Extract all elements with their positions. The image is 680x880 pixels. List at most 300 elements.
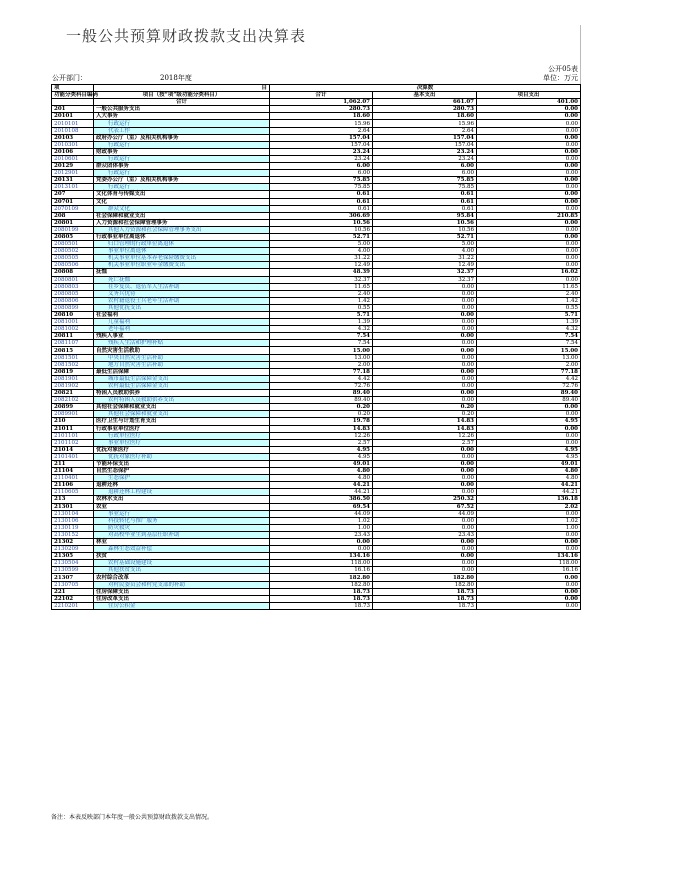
row-code: 21011 xyxy=(52,425,94,432)
row-basic: 0.00 xyxy=(373,347,477,354)
row-code: 2101102 xyxy=(52,439,94,446)
row-project: 0.00 xyxy=(477,241,581,248)
row-code: 21301 xyxy=(52,503,94,510)
row-code: 21104 xyxy=(52,468,94,475)
row-basic: 0.00 xyxy=(373,460,477,467)
row-project: 0.00 xyxy=(477,191,581,198)
row-basic: 23.24 xyxy=(373,148,477,155)
table-row xyxy=(52,602,581,609)
row-project: 401.00 xyxy=(477,99,581,106)
row-basic: 0.00 xyxy=(373,482,477,489)
row-project: 4.80 xyxy=(477,468,581,475)
row-total: 31.22 xyxy=(270,255,373,262)
header-name: 项目（按“项”级功能分类科目） xyxy=(94,92,270,99)
table-row xyxy=(52,99,581,106)
row-project: 0.00 xyxy=(477,120,581,127)
row-project: 89.40 xyxy=(477,390,581,397)
row-total: 1.02 xyxy=(270,517,373,524)
row-basic: 661.07 xyxy=(373,99,477,106)
row-code: 2130599 xyxy=(52,567,94,574)
row-project: 0.00 xyxy=(477,432,581,439)
row-code: 2070109 xyxy=(52,205,94,212)
table-row xyxy=(52,581,581,588)
row-basic: 0.00 xyxy=(373,382,477,389)
row-name: 对高校毕业生到基层任职补助 xyxy=(94,531,270,538)
row-basic: 0.00 xyxy=(373,390,477,397)
row-code: 208 xyxy=(52,212,94,219)
row-name: 代表工作 xyxy=(94,127,270,134)
row-project: 0.00 xyxy=(477,439,581,446)
row-total: 4.80 xyxy=(270,475,373,482)
header-final: 决算数 xyxy=(270,85,581,92)
row-project: 136.18 xyxy=(477,496,581,503)
row-total: 182.80 xyxy=(270,574,373,581)
row-name: 住房改革支出 xyxy=(94,595,270,602)
row-project: 44.21 xyxy=(477,489,581,496)
row-code: 20701 xyxy=(52,198,94,205)
row-name: 退耕还林 xyxy=(94,482,270,489)
row-project: 134.16 xyxy=(477,553,581,560)
row-total: 4.95 xyxy=(270,446,373,453)
row-name: 其他扶贫支出 xyxy=(94,567,270,574)
row-name: 义务兵优待 xyxy=(94,290,270,297)
row-basic: 0.61 xyxy=(373,191,477,198)
row-total: 1.00 xyxy=(270,524,373,531)
row-code: 2080501 xyxy=(52,241,94,248)
row-total: 75.85 xyxy=(270,177,373,184)
row-code: 221 xyxy=(52,588,94,595)
row-code: 2130152 xyxy=(52,531,94,538)
row-basic: 32.37 xyxy=(373,276,477,283)
row-name: 生态保护 xyxy=(94,475,270,482)
row-project: 0.00 xyxy=(477,113,581,120)
row-total: 386.50 xyxy=(270,496,373,503)
row-name: 儿童福利 xyxy=(94,319,270,326)
table-row xyxy=(52,297,581,304)
table-row xyxy=(52,170,581,177)
row-name: 一般公共服务支出 xyxy=(94,106,270,113)
table-row xyxy=(52,382,581,389)
row-project: 0.00 xyxy=(477,219,581,226)
row-project: 72.76 xyxy=(477,382,581,389)
row-name: 中央自然灾害生活补助 xyxy=(94,354,270,361)
row-code: 2101101 xyxy=(52,432,94,439)
row-name: 住房保障支出 xyxy=(94,588,270,595)
row-total: 11.65 xyxy=(270,283,373,290)
row-project: 0.00 xyxy=(477,404,581,411)
row-total: 2.40 xyxy=(270,290,373,297)
row-code: 2110605 xyxy=(52,489,94,496)
row-basic: 14.83 xyxy=(373,418,477,425)
row-basic: 0.00 xyxy=(373,539,477,546)
table-row xyxy=(52,290,581,297)
row-project: 0.00 xyxy=(477,510,581,517)
row-total: 52.71 xyxy=(270,233,373,240)
row-basic: 0.00 xyxy=(373,361,477,368)
table-row xyxy=(52,460,581,467)
row-total: 1.42 xyxy=(270,297,373,304)
row-name: 最低生活保障 xyxy=(94,368,270,375)
table-row xyxy=(52,446,581,453)
row-code: 2081002 xyxy=(52,326,94,333)
row-project: 16.16 xyxy=(477,567,581,574)
row-total: 5.71 xyxy=(270,312,373,319)
table-row xyxy=(52,560,581,567)
row-name: 在乡复员、退伍军人生活补助 xyxy=(94,283,270,290)
row-code: 20106 xyxy=(52,148,94,155)
table-row xyxy=(52,553,581,560)
row-code: 2010601 xyxy=(52,155,94,162)
table-row xyxy=(52,283,581,290)
row-project: 4.42 xyxy=(477,375,581,382)
row-project: 16.02 xyxy=(477,269,581,276)
row-code: 20808 xyxy=(52,269,94,276)
row-code: 210 xyxy=(52,418,94,425)
table-row xyxy=(52,546,581,553)
department-label: 公开部门： xyxy=(52,74,87,82)
row-basic: 0.00 xyxy=(373,453,477,460)
row-project: 0.00 xyxy=(477,248,581,255)
table-row xyxy=(52,375,581,382)
row-name: 对村民委员会和村党支部的补助 xyxy=(94,581,270,588)
header-total: 合计 xyxy=(270,92,373,99)
table-row xyxy=(52,106,581,113)
row-project: 0.00 xyxy=(477,155,581,162)
row-total: 10.56 xyxy=(270,219,373,226)
row-project: 4.32 xyxy=(477,326,581,333)
table-row xyxy=(52,304,581,311)
table-row xyxy=(52,241,581,248)
row-code: 2081901 xyxy=(52,375,94,382)
row-basic: 6.00 xyxy=(373,170,477,177)
row-total: 48.39 xyxy=(270,269,373,276)
table-row xyxy=(52,191,581,198)
row-project: 0.00 xyxy=(477,233,581,240)
row-total: 14.83 xyxy=(270,425,373,432)
row-project: 2.00 xyxy=(477,361,581,368)
row-project: 0.00 xyxy=(477,574,581,581)
row-name: 文化 xyxy=(94,198,270,205)
row-basic: 250.32 xyxy=(373,496,477,503)
row-name: 农村基础设施建设 xyxy=(94,560,270,567)
row-project: 4.80 xyxy=(477,475,581,482)
row-total: 118.00 xyxy=(270,560,373,567)
row-code: 20819 xyxy=(52,368,94,375)
row-total: 15.00 xyxy=(270,347,373,354)
row-project: 0.00 xyxy=(477,255,581,262)
table-row xyxy=(52,155,581,162)
row-project: 2.02 xyxy=(477,503,581,510)
row-total: 18.60 xyxy=(270,113,373,120)
row-code: 2081107 xyxy=(52,340,94,347)
row-name: 群众团体事务 xyxy=(94,163,270,170)
table-row xyxy=(52,219,581,226)
row-basic: 0.00 xyxy=(373,553,477,560)
row-total: 2.00 xyxy=(270,361,373,368)
header-project: 项目支出 xyxy=(477,92,581,99)
row-total: 134.16 xyxy=(270,553,373,560)
row-code: 20810 xyxy=(52,312,94,319)
table-row xyxy=(52,595,581,602)
row-total: 0.20 xyxy=(270,411,373,418)
row-name: 森林生态效益补偿 xyxy=(94,546,270,553)
row-total: 2.64 xyxy=(270,127,373,134)
row-basic: 157.04 xyxy=(373,141,477,148)
row-total: 0.61 xyxy=(270,191,373,198)
row-code: 20801 xyxy=(52,219,94,226)
row-basic: 0.00 xyxy=(373,326,477,333)
row-total: 280.73 xyxy=(270,106,373,113)
row-name: 其他社会保障和就业支出 xyxy=(94,404,270,411)
table-row xyxy=(52,148,581,155)
row-basic: 10.56 xyxy=(373,226,477,233)
row-name: 抚恤 xyxy=(94,269,270,276)
row-basic: 2.57 xyxy=(373,439,477,446)
row-name: 退耕还林工程建设 xyxy=(94,489,270,496)
row-name: 防灾救灾 xyxy=(94,524,270,531)
table-row xyxy=(52,134,581,141)
row-code: 2080806 xyxy=(52,297,94,304)
row-basic: 23.24 xyxy=(373,155,477,162)
row-name: 残疾人生活和护理补贴 xyxy=(94,340,270,347)
table-row xyxy=(52,347,581,354)
row-project: 0.00 xyxy=(477,539,581,546)
table-row xyxy=(52,517,581,524)
table-row xyxy=(52,333,581,340)
row-name: 事业单位离退休 xyxy=(94,248,270,255)
row-project: 0.00 xyxy=(477,177,581,184)
row-project: 0.00 xyxy=(477,546,581,553)
row-code: 2010108 xyxy=(52,127,94,134)
table-row xyxy=(52,262,581,269)
row-basic: 0.00 xyxy=(373,468,477,475)
row-project: 0.00 xyxy=(477,602,581,609)
table-row xyxy=(52,276,581,283)
row-project: 11.65 xyxy=(477,283,581,290)
row-project: 0.00 xyxy=(477,531,581,538)
row-name: 农村籍退役士兵老年生活补助 xyxy=(94,297,270,304)
row-name: 行政运行 xyxy=(94,184,270,191)
table-row xyxy=(52,574,581,581)
row-total: 1,062.07 xyxy=(270,99,373,106)
row-code: 2081502 xyxy=(52,361,94,368)
row-project: 0.00 xyxy=(477,163,581,170)
row-name: 人力资源和社会保障管理事务 xyxy=(94,219,270,226)
row-code: 22102 xyxy=(52,595,94,602)
table-row xyxy=(52,411,581,418)
row-name: 扶贫 xyxy=(94,553,270,560)
table-row xyxy=(52,496,581,503)
table-row xyxy=(52,453,581,460)
row-basic: 4.00 xyxy=(373,248,477,255)
table-row xyxy=(52,390,581,397)
row-code: 2010101 xyxy=(52,120,94,127)
row-code xyxy=(52,99,94,106)
row-total: 12.26 xyxy=(270,432,373,439)
row-basic: 18.60 xyxy=(373,113,477,120)
row-project: 4.95 xyxy=(477,453,581,460)
table-row xyxy=(52,163,581,170)
row-basic: 52.71 xyxy=(373,233,477,240)
row-code: 2110401 xyxy=(52,475,94,482)
row-basic: 0.00 xyxy=(373,368,477,375)
row-basic: 75.85 xyxy=(373,184,477,191)
footnote: 备注：本表反映部门本年度一般公共预算财政拨款支出情况。 xyxy=(51,814,214,821)
row-basic: 75.85 xyxy=(373,177,477,184)
row-total: 306.69 xyxy=(270,212,373,219)
table-row xyxy=(52,567,581,574)
table-row xyxy=(52,127,581,134)
row-name: 合计 xyxy=(94,99,270,106)
table-row xyxy=(52,255,581,262)
header-basic: 基本支出 xyxy=(373,92,477,99)
row-total: 4.80 xyxy=(270,468,373,475)
row-basic: 18.73 xyxy=(373,588,477,595)
row-total: 16.16 xyxy=(270,567,373,574)
row-project: 7.54 xyxy=(477,333,581,340)
row-name: 社会福利 xyxy=(94,312,270,319)
row-code: 20821 xyxy=(52,390,94,397)
row-basic: 0.00 xyxy=(373,304,477,311)
row-basic: 31.22 xyxy=(373,255,477,262)
row-total: 32.37 xyxy=(270,276,373,283)
row-total: 44.21 xyxy=(270,482,373,489)
row-name: 机关事业单位基本养老保险缴费支出 xyxy=(94,255,270,262)
row-basic: 0.00 xyxy=(373,524,477,531)
row-code: 2082102 xyxy=(52,397,94,404)
row-code: 2101401 xyxy=(52,453,94,460)
row-project: 0.00 xyxy=(477,276,581,283)
row-total: 0.00 xyxy=(270,539,373,546)
page-title: 一般公共预算财政拨款支出决算表 xyxy=(66,27,307,45)
row-basic: 32.37 xyxy=(373,269,477,276)
row-name: 群众文化 xyxy=(94,205,270,212)
row-code: 21305 xyxy=(52,553,94,560)
table-row xyxy=(52,368,581,375)
row-code: 213 xyxy=(52,496,94,503)
row-project: 2.40 xyxy=(477,290,581,297)
row-project: 1.00 xyxy=(477,524,581,531)
row-name: 自然生态保护 xyxy=(94,468,270,475)
expenditure-table xyxy=(51,84,581,610)
row-basic: 12.26 xyxy=(373,432,477,439)
table-row xyxy=(52,524,581,531)
table-row xyxy=(52,340,581,347)
row-project: 1.02 xyxy=(477,517,581,524)
row-total: 23.24 xyxy=(270,148,373,155)
row-code: 21014 xyxy=(52,446,94,453)
table-row xyxy=(52,312,581,319)
table-row xyxy=(52,539,581,546)
row-total: 0.61 xyxy=(270,198,373,205)
row-basic: 95.84 xyxy=(373,212,477,219)
row-code: 211 xyxy=(52,460,94,467)
row-total: 1.39 xyxy=(270,319,373,326)
row-project: 4.95 xyxy=(477,418,581,425)
row-basic: 6.00 xyxy=(373,163,477,170)
row-code: 207 xyxy=(52,191,94,198)
header-item: 项 xyxy=(52,85,94,92)
table-row xyxy=(52,404,581,411)
row-basic: 0.00 xyxy=(373,375,477,382)
row-total: 0.00 xyxy=(270,546,373,553)
table-row xyxy=(52,319,581,326)
row-project: 0.00 xyxy=(477,588,581,595)
row-basic: 0.00 xyxy=(373,517,477,524)
row-total: 89.40 xyxy=(270,390,373,397)
header-item-end: 目 xyxy=(94,85,270,92)
row-basic: 18.73 xyxy=(373,595,477,602)
row-project: 0.00 xyxy=(477,198,581,205)
row-code: 2081001 xyxy=(52,319,94,326)
row-basic: 5.00 xyxy=(373,241,477,248)
row-project: 0.00 xyxy=(477,581,581,588)
row-name: 行政运行 xyxy=(94,141,270,148)
row-name: 城市最低生活保障金支出 xyxy=(94,375,270,382)
table-row xyxy=(52,269,581,276)
row-basic: 15.96 xyxy=(373,120,477,127)
row-project: 44.21 xyxy=(477,482,581,489)
row-name: 其他社会保障和就业支出 xyxy=(94,411,270,418)
row-name: 文化体育与传媒支出 xyxy=(94,191,270,198)
row-code: 21307 xyxy=(52,574,94,581)
table-row xyxy=(52,120,581,127)
row-total: 15.96 xyxy=(270,120,373,127)
row-basic: 14.83 xyxy=(373,425,477,432)
table-row xyxy=(52,418,581,425)
row-project: 15.00 xyxy=(477,347,581,354)
row-basic: 0.00 xyxy=(373,333,477,340)
row-project: 0.00 xyxy=(477,205,581,212)
row-project: 210.85 xyxy=(477,212,581,219)
row-code: 2080505 xyxy=(52,255,94,262)
row-total: 69.54 xyxy=(270,503,373,510)
table-row xyxy=(52,354,581,361)
row-basic: 67.52 xyxy=(373,503,477,510)
row-code: 20101 xyxy=(52,113,94,120)
row-basic: 0.00 xyxy=(373,475,477,482)
row-code: 2080199 xyxy=(52,226,94,233)
header-row-2 xyxy=(52,92,581,99)
row-name: 机关事业单位职业年金缴费支出 xyxy=(94,262,270,269)
table-row xyxy=(52,425,581,432)
header-code: 功能分类科目编码 xyxy=(52,92,94,99)
table-row xyxy=(52,489,581,496)
year-label: 2018年度 xyxy=(160,74,192,82)
row-code: 20129 xyxy=(52,163,94,170)
row-basic: 0.00 xyxy=(373,489,477,496)
row-project: 89.40 xyxy=(477,397,581,404)
row-project: 0.00 xyxy=(477,184,581,191)
table-row xyxy=(52,326,581,333)
row-project: 0.00 xyxy=(477,134,581,141)
row-total: 23.24 xyxy=(270,155,373,162)
row-code: 20815 xyxy=(52,347,94,354)
row-total: 23.43 xyxy=(270,531,373,538)
table-row xyxy=(52,184,581,191)
row-project: 0.00 xyxy=(477,262,581,269)
row-basic: 18.73 xyxy=(373,602,477,609)
table-row xyxy=(52,439,581,446)
row-name: 科技转化与推广服务 xyxy=(94,517,270,524)
row-total: 10.56 xyxy=(270,226,373,233)
row-code: 2080506 xyxy=(52,262,94,269)
row-code: 2080899 xyxy=(52,304,94,311)
row-name: 政府办公厅（室）及相关机构事务 xyxy=(94,134,270,141)
row-name: 农村特困人员救助供养支出 xyxy=(94,397,270,404)
row-total: 89.40 xyxy=(270,397,373,404)
row-name: 老年福利 xyxy=(94,326,270,333)
